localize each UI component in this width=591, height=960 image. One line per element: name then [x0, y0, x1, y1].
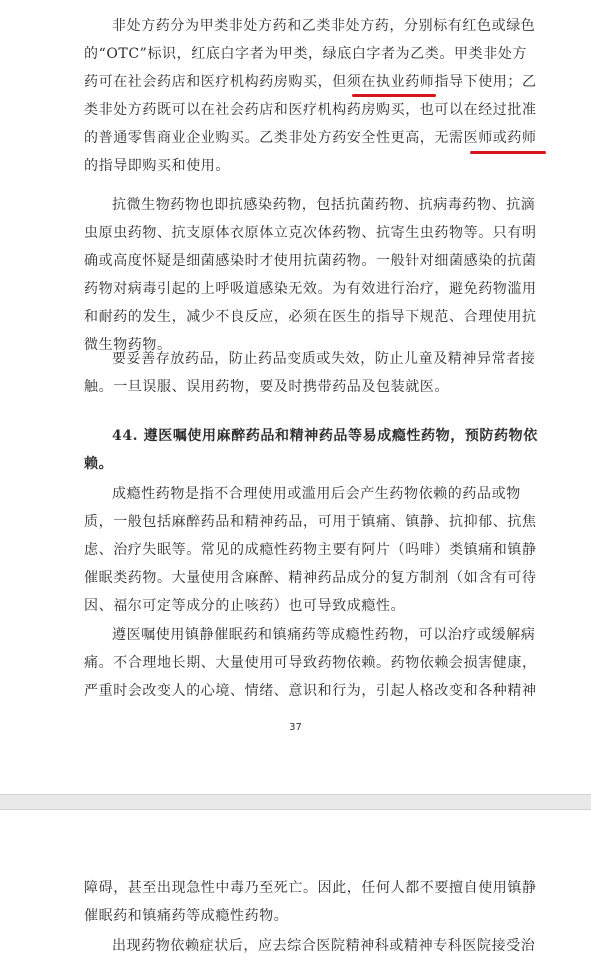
- document-page-38: [0, 810, 591, 960]
- text-line: 非处方药分为甲类非处方药和乙类非处方药，分别标有红色或绿色: [112, 18, 536, 34]
- text-line: 出现药物依赖症状后，应去综合医院精神科或精神专科医院接受治: [112, 938, 536, 954]
- text-line: 类非处方药既可以在社会药店和医疗机构药房购买，也可以在经过批准: [84, 102, 537, 118]
- text-line: 严重时会改变人的心境、情绪、意识和行为，引起人格改变和各种精神: [84, 683, 537, 699]
- text-line: 质，一般包括麻醉药品和精神药品，可用于镇痛、镇静、抗抑郁、抗焦: [84, 514, 537, 530]
- text-line: 药可在社会药店和医疗机构药房购买，但须在执业药师指导下使用；乙: [84, 74, 537, 90]
- text-line: 药物对病毒引起的上呼吸道感染无效。为有效进行治疗，避免药物滥用: [84, 281, 537, 297]
- heading-line: 44. 遵医嘱使用麻醉药品和精神药品等易成瘾性药物，预防药物依: [112, 428, 538, 444]
- text-line: 催眠药和镇痛药等成瘾性药物。: [84, 908, 289, 924]
- text-line: 虫原虫药物、抗支原体衣原体立克次体药物、抗寄生虫药物等。只有明: [84, 225, 537, 241]
- red-underline-mark: [352, 94, 436, 97]
- text-line: 触。一旦误服、误用药物，要及时携带药品及包装就医。: [84, 379, 449, 395]
- text-line: 和耐药的发生，减少不良反应，必须在医生的指导下规范、合理使用抗: [84, 309, 537, 325]
- text-line: 的指导即购买和使用。: [84, 158, 230, 174]
- page-number: 37: [289, 722, 302, 733]
- text-line: 遵医嘱使用镇静催眠药和镇痛药等成瘾性药物，可以治疗或缓解病: [112, 627, 536, 643]
- text-line: 的普通零售商业企业购买。乙类非处方药安全性更高，无需医师或药师: [84, 130, 537, 146]
- heading-line: 赖。: [84, 456, 114, 472]
- text-line: 微生物药物。: [84, 337, 172, 353]
- text-line: 因、福尔可定等成分的止咳药）也可导致成瘾性。: [84, 598, 406, 614]
- text-line: 确或高度怀疑是细菌感染时才使用抗菌药物。一般针对细菌感染的抗菌: [84, 253, 537, 269]
- text-line: 障碍，甚至出现急性中毒乃至死亡。因此，任何人都不要擅自使用镇静: [84, 880, 537, 896]
- text-line: 痛。不合理地长期、大量使用可导致药物依赖。药物依赖会损害健康，: [84, 655, 537, 671]
- text-line: 要妥善存放药品，防止药品变质或失效，防止儿童及精神异常者接: [112, 351, 536, 367]
- text-line: 的“OTC”标识，红底白字者为甲类，绿底白字者为乙类。甲类非处方: [84, 46, 528, 62]
- text-line: 成瘾性药物是指不合理使用或滥用后会产生药物依赖的药品或物: [112, 486, 521, 502]
- text-line: 催眠类药物。大量使用含麻醉、精神药品成分的复方制剂（如含有可待: [84, 570, 537, 586]
- text-line: 抗微生物药物也即抗感染药物，包括抗菌药物、抗病毒药物、抗滴: [112, 197, 536, 213]
- red-underline-mark: [470, 151, 546, 154]
- page-separator: [0, 794, 591, 810]
- text-line: 虑、治疗失眠等。常见的成瘾性药物主要有阿片（吗啡）类镇痛和镇静: [84, 542, 537, 558]
